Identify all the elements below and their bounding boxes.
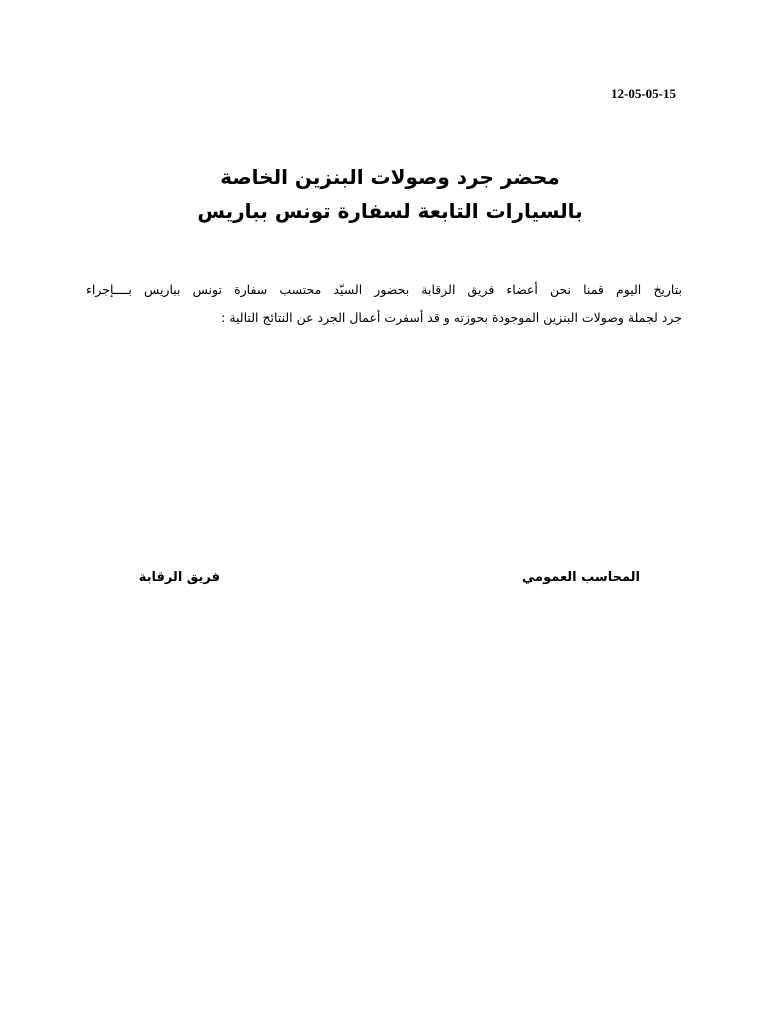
title-line-1: محضر جرد وصولات البنزين الخاصة (220, 165, 560, 189)
body-paragraph (86, 276, 682, 332)
document-date: 12-05-05-15 (611, 86, 676, 101)
title-line-2: بالسيارات التابعة لسفارة تونس بباريس (197, 199, 583, 223)
document-title (150, 160, 630, 228)
public-accountant-signature-label: المحاسب العمومي (521, 570, 640, 585)
control-team-signature-label: فريق الرقابة (138, 570, 220, 585)
signature-row (0, 570, 768, 594)
body-line-1: بتاريخ اليوم قمنا نحن أعضاء فريق الرقابة بحضور السيّد محتسب سفارة تونس بباريس بــــإجراء (86, 282, 682, 297)
body-line-2: جرد لجملة وصولات البنزين الموجودة بحوزته و قد أسفرت أعمال الجرد عن النتائج التالية : (221, 310, 682, 325)
